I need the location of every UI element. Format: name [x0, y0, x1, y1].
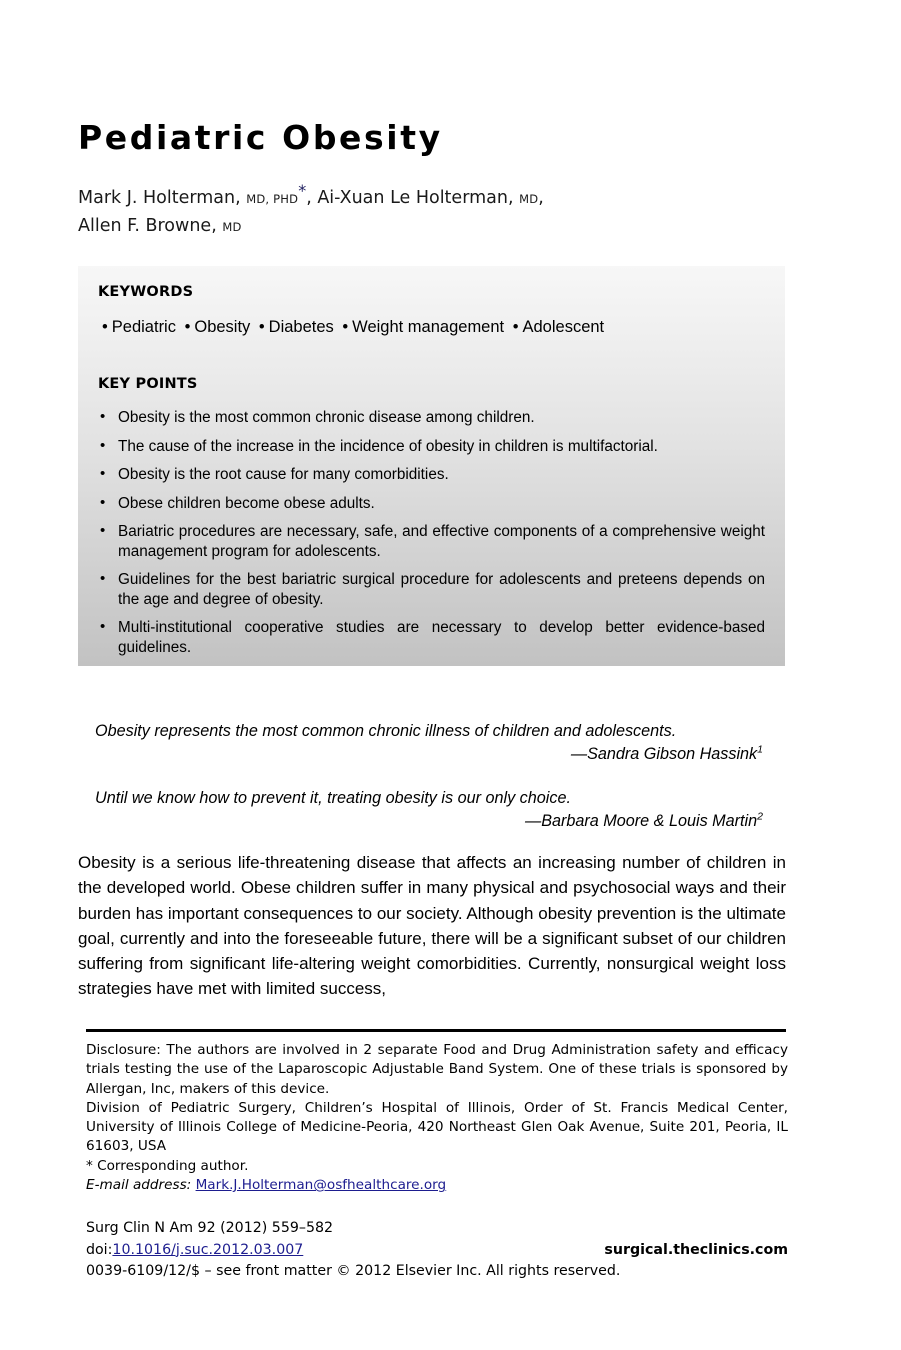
author-sep-1: ,: [306, 188, 318, 208]
corresponding-author-note: * Corresponding author.: [86, 1157, 249, 1174]
keywords-heading: KEYWORDS: [98, 284, 194, 300]
key-point-item: • Bariatric procedures are necessary, safe, and effective components of a comprehensive weight management program for adolescents.: [98, 522, 765, 561]
keyword-bullet-3: •: [342, 318, 349, 336]
key-point-item: • Obesity is the root cause for many comorbidities.: [98, 465, 765, 485]
keyword-4: Adolescent: [522, 318, 605, 336]
key-point-item: • Multi-institutional cooperative studies are necessary to develop better evidence-based guidelines.: [98, 618, 765, 657]
email-link[interactable]: Mark.J.Holterman@osfhealthcare.org: [195, 1177, 447, 1194]
affiliation-note: Division of Pediatric Surgery, Children’s Hospital of Illinois, Order of St. Francis Medical Center, University of Illinois College of Medicine-Peoria, 420 Northeast Glen Oak Avenue, Suite 201, Peoria, IL 61603, USA: [86, 1099, 788, 1155]
key-point-item: • The cause of the increase in the incidence of obesity in children is multifactorial.: [98, 437, 765, 457]
footnote-divider: [86, 1029, 786, 1032]
copyright-notice: 0039-6109/12/$ – see front matter © 2012 Elsevier Inc. All rights reserved.: [86, 1263, 621, 1279]
author-name-2: Ai-Xuan Le Holterman: [317, 188, 508, 208]
journal-citation-row: [86, 1218, 788, 1240]
epigraph-attribution: [95, 743, 763, 765]
copyright-row: [86, 1261, 788, 1283]
author-degrees-2: MD: [519, 192, 539, 206]
key-information-box: [78, 266, 785, 666]
author-name-1: Mark J. Holterman: [78, 188, 236, 208]
keyword-bullet-2: •: [258, 318, 265, 336]
doi-link[interactable]: 10.1016/j.suc.2012.03.007: [112, 1241, 304, 1258]
citation-block: [86, 1218, 788, 1283]
author-degrees-1: MD, PHD: [246, 192, 299, 206]
key-point-item: • Obesity is the most common chronic disease among children.: [98, 408, 765, 428]
epigraph-1: [95, 720, 763, 765]
email-label: E-mail address:: [86, 1177, 192, 1194]
keyword-bullet-0: •: [102, 318, 108, 336]
journal-website[interactable]: surgical.theclinics.com: [604, 1241, 788, 1258]
epigraph-quote: Obesity represents the most common chronic illness of children and adolescents.: [95, 722, 677, 740]
keyword-0: Pediatric: [111, 318, 176, 336]
page-title: Pediatric Obesity: [78, 118, 443, 158]
epigraph-attribution-text: —Barbara Moore & Louis Martin: [525, 812, 758, 830]
epigraph-attribution: [95, 810, 763, 832]
epigraph-reference: 1: [757, 743, 763, 756]
keyword-2: Diabetes: [268, 318, 334, 336]
author-comma-3: ,: [211, 216, 223, 236]
key-point-item: • Guidelines for the best bariatric surgical procedure for adolescents and preteens depends on the age and degree of obesity.: [98, 570, 765, 609]
email-note: [86, 1176, 788, 1195]
keyword-bullet-4: •: [512, 318, 519, 336]
epigraph-reference: 2: [757, 810, 763, 823]
journal-citation: Surg Clin N Am 92 (2012) 559–582: [86, 1220, 334, 1236]
key-points-heading: KEY POINTS: [98, 376, 198, 392]
epigraph-block: [95, 720, 763, 854]
body-paragraph: Obesity is a serious life-threatening disease that affects an increasing number of children in the developed world. Obese children suffer in many physical and psychosocial ways and their burden has important consequences to our society. Although obesity prevention is the ultimate goal, currently and into the foreseeable future, there will be a significant subset of our children suffering from significant life-altering weight comorbidities. Currently, nonsurgical weight loss strategies have met with limited success,: [78, 853, 786, 999]
corresponding-author-marker: *: [298, 181, 307, 201]
keywords-list: [98, 316, 765, 338]
keyword-1: Obesity: [194, 318, 251, 336]
keyword-3: Weight management: [352, 318, 505, 336]
author-name-3: Allen F. Browne: [78, 216, 212, 236]
doi-label: doi:: [86, 1241, 113, 1258]
footnote-block: [86, 1041, 788, 1195]
author-list: [78, 181, 798, 241]
author-comma-2: ,: [507, 188, 520, 208]
epigraph-quote: Until we know how to prevent it, treating obesity is our only choice.: [95, 789, 571, 807]
author-sep-2: ,: [538, 188, 544, 208]
epigraph-2: [95, 787, 763, 832]
key-point-item: • Obese children become obese adults.: [98, 494, 765, 514]
author-degrees-3: MD: [222, 220, 242, 234]
author-comma-1: ,: [235, 188, 247, 208]
key-points-list: [98, 408, 765, 657]
keyword-bullet-1: •: [184, 318, 191, 336]
disclosure-note: Disclosure: The authors are involved in 2 separate Food and Drug Administration safety and efficacy trials testing the use of the Laparoscopic Adjustable Band System. One of these trials is sponsored by Allergan, Inc, makers of this device.: [86, 1042, 788, 1097]
doi-row: [86, 1240, 788, 1262]
epigraph-attribution-text: —Sandra Gibson Hassink: [570, 745, 758, 763]
